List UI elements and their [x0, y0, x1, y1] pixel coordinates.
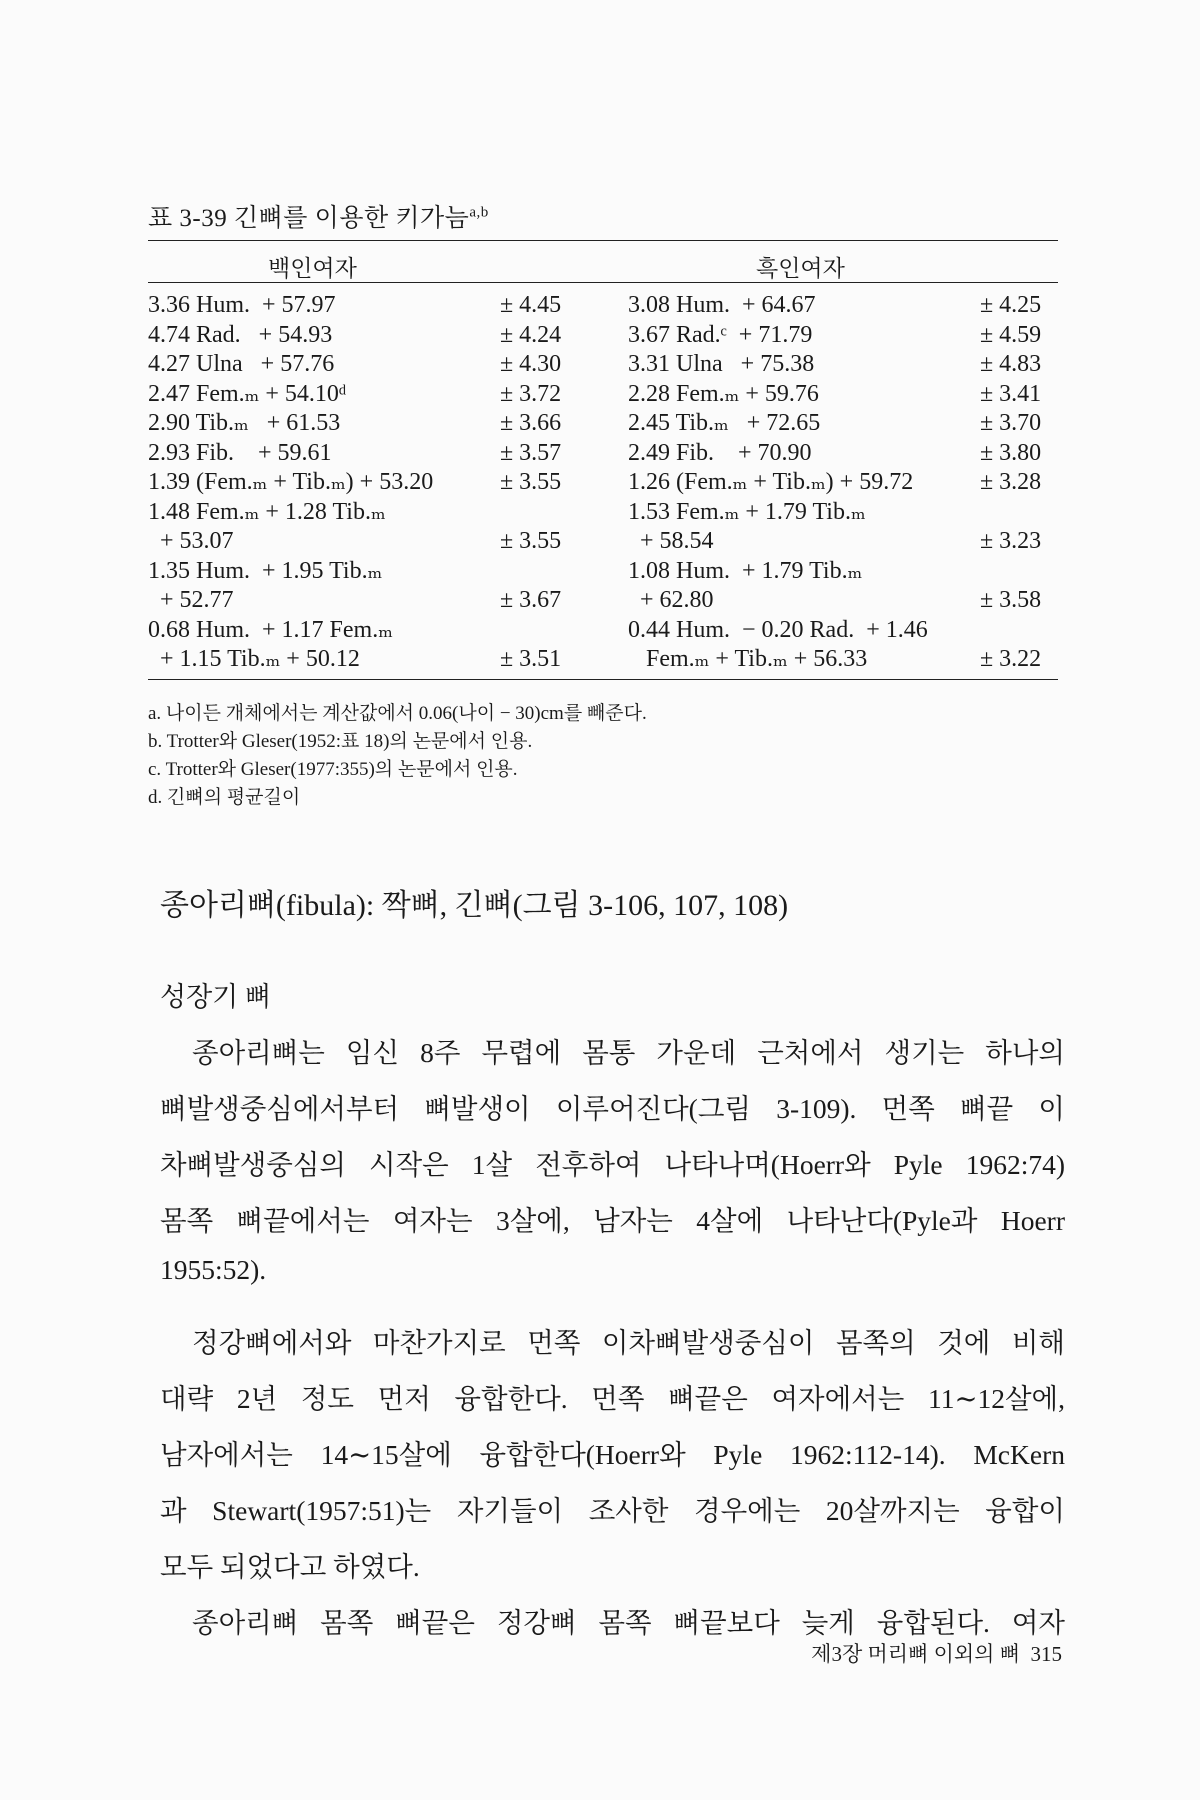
subheading: 성장기 뼈 — [160, 982, 272, 1012]
column-header-white-female: 백인여자 — [268, 256, 357, 281]
cell-left-error: ± 3.55 — [500, 528, 562, 554]
table-title-superscript: a,b — [469, 204, 489, 221]
cell-right-formula: + 62.80 — [628, 587, 714, 613]
cell-right-error: ± 3.23 — [980, 528, 1042, 554]
footnote-d: d. 긴뼈의 평균길이 — [148, 787, 301, 808]
cell-left-error: ± 3.57 — [500, 439, 562, 466]
cell-right-formula: 3.31 Ulna + 75.38 — [628, 351, 815, 377]
cell-right-formula: + 58.54 — [628, 528, 714, 554]
page-number: 315 — [1030, 1642, 1062, 1666]
cell-left-formula: 1.39 (Fem.ₘ + Tib.ₘ) + 53.20 — [148, 469, 434, 495]
cell-left-error: ± 3.55 — [500, 469, 562, 495]
table-header-rule — [148, 282, 1058, 283]
cell-right-formula: 1.53 Fem.ₘ + 1.79 Tib.ₘ — [628, 498, 866, 525]
cell-right-error: ± 3.22 — [980, 646, 1042, 672]
paragraph2-line: 남자에서는 14∼15살에 융합한다(Hoerr와 Pyle 1962:112-14). McKern — [160, 1439, 1065, 1470]
cell-right-error: ± 4.59 — [980, 321, 1042, 348]
section-title: 종아리뼈(fibula): 짝뼈, 긴뼈(그림 3-106, 107, 108) — [160, 889, 789, 922]
cell-right-error: ± 3.70 — [980, 410, 1042, 436]
paragraph2-line: 과 Stewart(1957:51)는 자기들이 조사한 경우에는 20살까지는 융합이 — [160, 1495, 1065, 1526]
cell-left-formula: + 52.77 — [148, 587, 234, 613]
cell-left-formula: + 1.15 Tib.ₘ + 50.12 — [148, 646, 360, 672]
cell-right-formula: 0.44 Hum. − 0.20 Rad. + 1.46 — [628, 616, 928, 643]
paragraph3-line: 종아리뼈 몸쪽 뼈끝은 정강뼈 몸쪽 뼈끝보다 늦게 융합된다. 여자 — [192, 1607, 1065, 1638]
page-footer — [811, 1638, 1062, 1668]
paragraph1-line: 뼈발생중심에서부터 뼈발생이 이루어진다(그림 3-109). 먼쪽 뼈끝 이 — [160, 1093, 1065, 1124]
cell-right-formula: Fem.ₘ + Tib.ₘ + 56.33 — [628, 646, 868, 672]
cell-left-formula: 1.48 Fem.ₘ + 1.28 Tib.ₘ — [148, 498, 386, 525]
cell-left-formula: + 53.07 — [148, 528, 234, 554]
cell-left-error: ± 4.30 — [500, 351, 562, 377]
cell-left-formula: 4.74 Rad. + 54.93 — [148, 321, 333, 348]
paragraph1-line: 종아리뼈는 임신 8주 무렵에 몸통 가운데 근처에서 생기는 하나의 — [192, 1037, 1065, 1068]
cell-right-error: ± 4.25 — [980, 292, 1042, 318]
cell-left-formula: 0.68 Hum. + 1.17 Fem.ₘ — [148, 616, 393, 643]
cell-left-error: ± 4.24 — [500, 321, 562, 348]
table-title-text: 표 3-39 긴뼈를 이용한 키가늠 — [148, 205, 470, 232]
cell-left-error: ± 4.45 — [500, 292, 562, 318]
cell-right-formula: 1.08 Hum. + 1.79 Tib.ₘ — [628, 557, 863, 584]
cell-left-formula: 2.90 Tib.ₘ + 61.53 — [148, 410, 341, 436]
cell-left-error: ± 3.67 — [500, 587, 562, 613]
footnote-b: b. Trotter와 Gleser(1952:표 18)의 논문에서 인용. — [148, 731, 533, 752]
table-top-rule — [148, 240, 1058, 241]
cell-right-error: ± 4.83 — [980, 351, 1042, 377]
table-bottom-rule — [148, 679, 1058, 680]
cell-right-formula: 3.08 Hum. + 64.67 — [628, 292, 816, 318]
paragraph1-line: 차뼈발생중심의 시작은 1살 전후하여 나타나며(Hoerr와 Pyle 1962:74) — [160, 1149, 1065, 1180]
footer-chapter: 제3장 머리뼈 이외의 뼈 — [811, 1642, 1020, 1666]
cell-left-formula: 1.35 Hum. + 1.95 Tib.ₘ — [148, 557, 383, 584]
cell-right-formula: 3.67 Rad.ᶜ + 71.79 — [628, 321, 813, 348]
cell-left-error: ± 3.51 — [500, 646, 562, 672]
column-header-black-female: 흑인여자 — [756, 256, 845, 281]
paragraph2-line: 모두 되었다고 하였다. — [160, 1551, 420, 1582]
cell-right-formula: 2.28 Fem.ₘ + 59.76 — [628, 380, 819, 407]
cell-right-error: ± 3.41 — [980, 380, 1042, 407]
cell-left-formula: 2.47 Fem.ₘ + 54.10ᵈ — [148, 380, 347, 407]
cell-left-error: ± 3.72 — [500, 380, 562, 407]
cell-right-error: ± 3.80 — [980, 439, 1042, 466]
table-title — [148, 198, 489, 234]
footnote-c: c. Trotter와 Gleser(1977:355)의 논문에서 인용. — [148, 759, 518, 780]
cell-right-formula: 2.49 Fib. + 70.90 — [628, 439, 812, 466]
footnote-a: a. 나이든 개체에서는 계산값에서 0.06(나이 − 30)cm를 빼준다. — [148, 703, 647, 724]
paragraph1-line: 1955:52). — [160, 1254, 267, 1285]
cell-left-formula: 2.93 Fib. + 59.61 — [148, 439, 332, 466]
cell-right-error: ± 3.58 — [980, 587, 1042, 613]
paragraph2-line: 정강뼈에서와 마찬가지로 먼쪽 이차뼈발생중심이 몸쪽의 것에 비해 — [192, 1327, 1065, 1358]
cell-left-formula: 3.36 Hum. + 57.97 — [148, 292, 336, 318]
cell-right-error: ± 3.28 — [980, 469, 1042, 495]
paragraph1-line: 몸쪽 뼈끝에서는 여자는 3살에, 남자는 4살에 나타난다(Pyle과 Hoerr — [160, 1205, 1065, 1236]
paragraph2-line: 대략 2년 정도 먼저 융합한다. 먼쪽 뼈끝은 여자에서는 11∼12살에, — [160, 1383, 1065, 1414]
cell-left-error: ± 3.66 — [500, 410, 562, 436]
cell-right-formula: 2.45 Tib.ₘ + 72.65 — [628, 410, 821, 436]
cell-left-formula: 4.27 Ulna + 57.76 — [148, 351, 335, 377]
cell-right-formula: 1.26 (Fem.ₘ + Tib.ₘ) + 59.72 — [628, 469, 914, 495]
